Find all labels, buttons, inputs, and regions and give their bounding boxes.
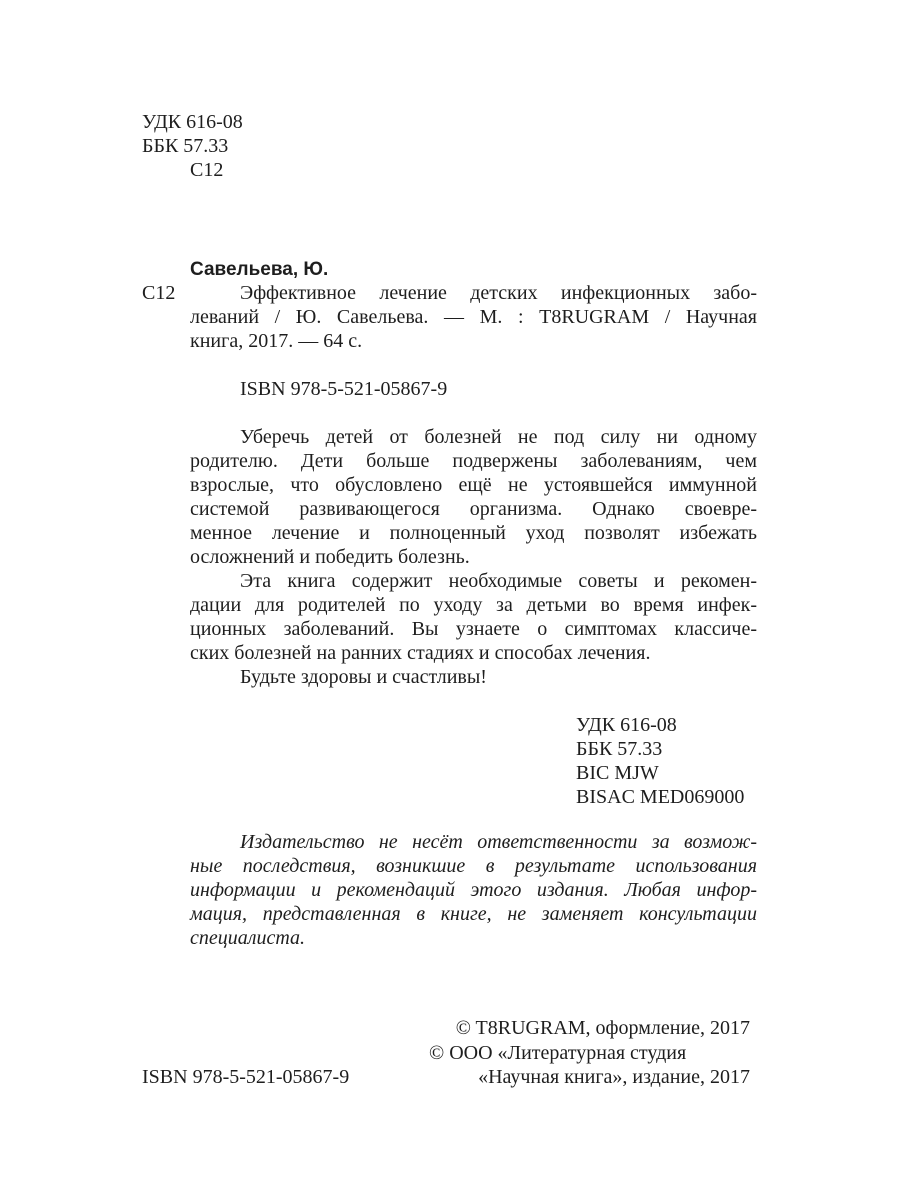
copyright-design: © T8RUGRAM, оформление, 2017 — [455, 1017, 750, 1039]
classification-bbk: ББК 57.33 — [576, 738, 663, 760]
header-udk: УДК 616-08 — [142, 111, 243, 133]
header-code: С12 — [190, 159, 224, 181]
annotation-line: взрослые, что обусловлено ещё не устоявшейся иммунной — [190, 474, 757, 496]
footer-isbn: ISBN 978-5-521-05867-9 — [142, 1066, 350, 1088]
copyright-edition-line-2: «Научная книга», издание, 2017 — [478, 1066, 750, 1088]
annotation-line: дации для родителей по уходу за детьми во время инфек- — [190, 594, 757, 616]
classification-udk: УДК 616-08 — [576, 714, 677, 736]
disclaimer-line: информации и рекомендаций этого издания. Любая инфор- — [190, 879, 757, 901]
annotation-line: ционных заболеваний. Вы узнаете о симптомах классиче- — [190, 618, 757, 640]
header-bbk: ББК 57.33 — [142, 135, 229, 157]
annotation-line: осложнений и победить болезнь. — [190, 546, 470, 568]
annotation-line: Эта книга содержит необходимые советы и рекомен- — [240, 570, 757, 592]
entry-author: Савельева, Ю. — [190, 259, 329, 280]
annotation-line: ских болезней на ранних стадиях и способах лечения. — [190, 642, 651, 664]
classification-bic: BIC MJW — [576, 762, 659, 784]
disclaimer-line: мация, представленная в книге, не заменяет консультации — [190, 903, 757, 925]
annotation-line: Будьте здоровы и счастливы! — [240, 666, 487, 688]
entry-description-line: книга, 2017. — 64 с. — [190, 330, 363, 352]
copyright-edition-line-1: © ООО «Литературная студия — [429, 1042, 687, 1064]
entry-description-line: леваний / Ю. Савельева. — М. : T8RUGRAM / Научная — [190, 306, 757, 328]
annotation-line: Уберечь детей от болезней не под силу ни одному — [240, 426, 757, 448]
annotation-line: родителю. Дети больше подвержены заболеваниям, чем — [190, 450, 757, 472]
entry-description-line: Эффективное лечение детских инфекционных забо- — [240, 282, 757, 304]
annotation-line: менное лечение и полноценный уход позволят избежать — [190, 522, 757, 544]
annotation-line: системой развивающегося организма. Однако своевре- — [190, 498, 757, 520]
entry-side-code: С12 — [142, 282, 176, 304]
disclaimer-line: специалиста. — [190, 927, 306, 949]
classification-bisac: BISAC MED069000 — [576, 786, 745, 808]
disclaimer-line: ные последствия, возникшие в результате использования — [190, 855, 757, 877]
entry-isbn: ISBN 978-5-521-05867-9 — [240, 378, 448, 400]
disclaimer-line: Издательство не несёт ответственности за возмож- — [240, 831, 757, 853]
